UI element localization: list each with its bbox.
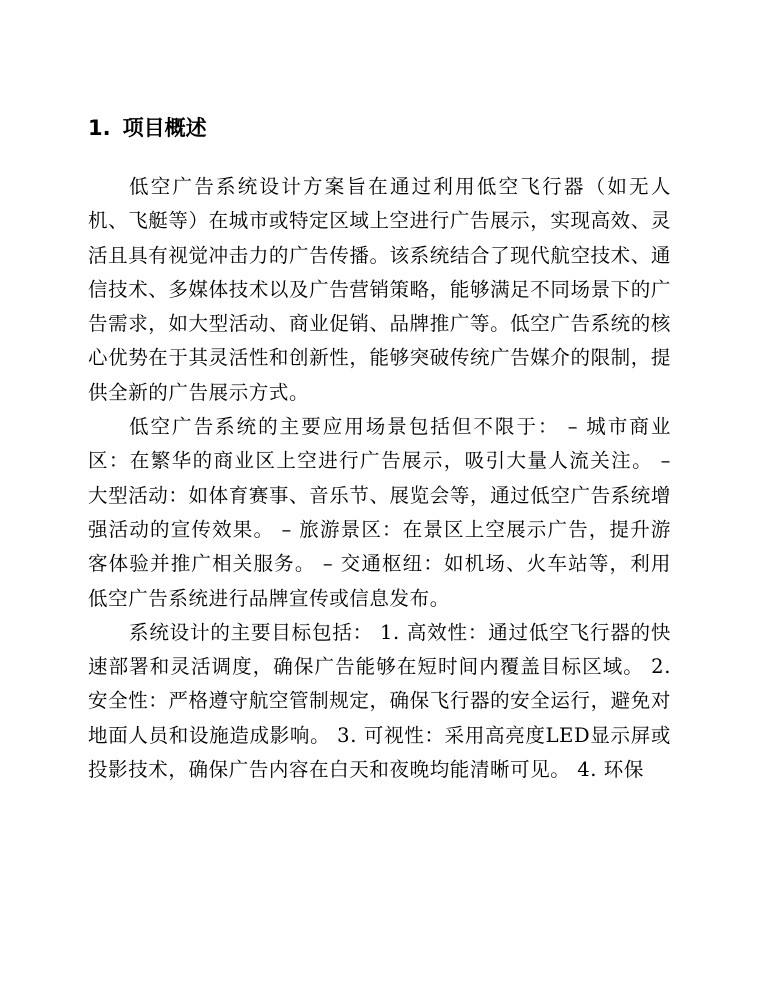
paragraph-scenarios: 低空广告系统的主要应用场景包括但不限于： – 城市商业区：在繁华的商业区上空进行广告展示，吸引大量人流关注。 – 大型活动：如体育赛事、音乐节、展览会等，通过低空广告系统增强活动的宣传效果。 – 旅游景区：在景区上空展示广告，提升游客体验并推广相关服务。 – 交通枢纽：如机场、火车站等，利用低空广告系统进行品牌宣传或信息发布。: [88, 415, 671, 610]
section-title: 项目概述: [122, 116, 207, 140]
paragraph-overview: 低空广告系统设计方案旨在通过利用低空飞行器（如无人机、飞艇等）在城市或特定区域上空进行广告展示，实现高效、灵活且具有视觉冲击力的广告传播。该系统结合了现代航空技术、通信技术、多媒体技术以及广告营销策略，能够满足不同场景下的广告需求，如大型活动、商业促销、品牌推广等。低空广告系统的核心优势在于其灵活性和创新性，能够突破传统广告媒介的限制，提供全新的广告展示方式。: [88, 175, 671, 404]
section-number: 1.: [88, 116, 111, 140]
section-heading: [88, 112, 207, 144]
document-body: [88, 170, 671, 787]
paragraph-goals: 系统设计的主要目标包括： 1. 高效性：通过低空飞行器的快速部署和灵活调度，确保广告能够在短时间内覆盖目标区域。 2. 安全性：严格遵守航空管制规定，确保飞行器的安全运行，避免对地面人员和设施造成影响。 3. 可视性：采用高亮度LED显示屏或投影技术，确保广告内容在白天和夜晚均能清晰可见。 4. 环保: [88, 620, 671, 782]
